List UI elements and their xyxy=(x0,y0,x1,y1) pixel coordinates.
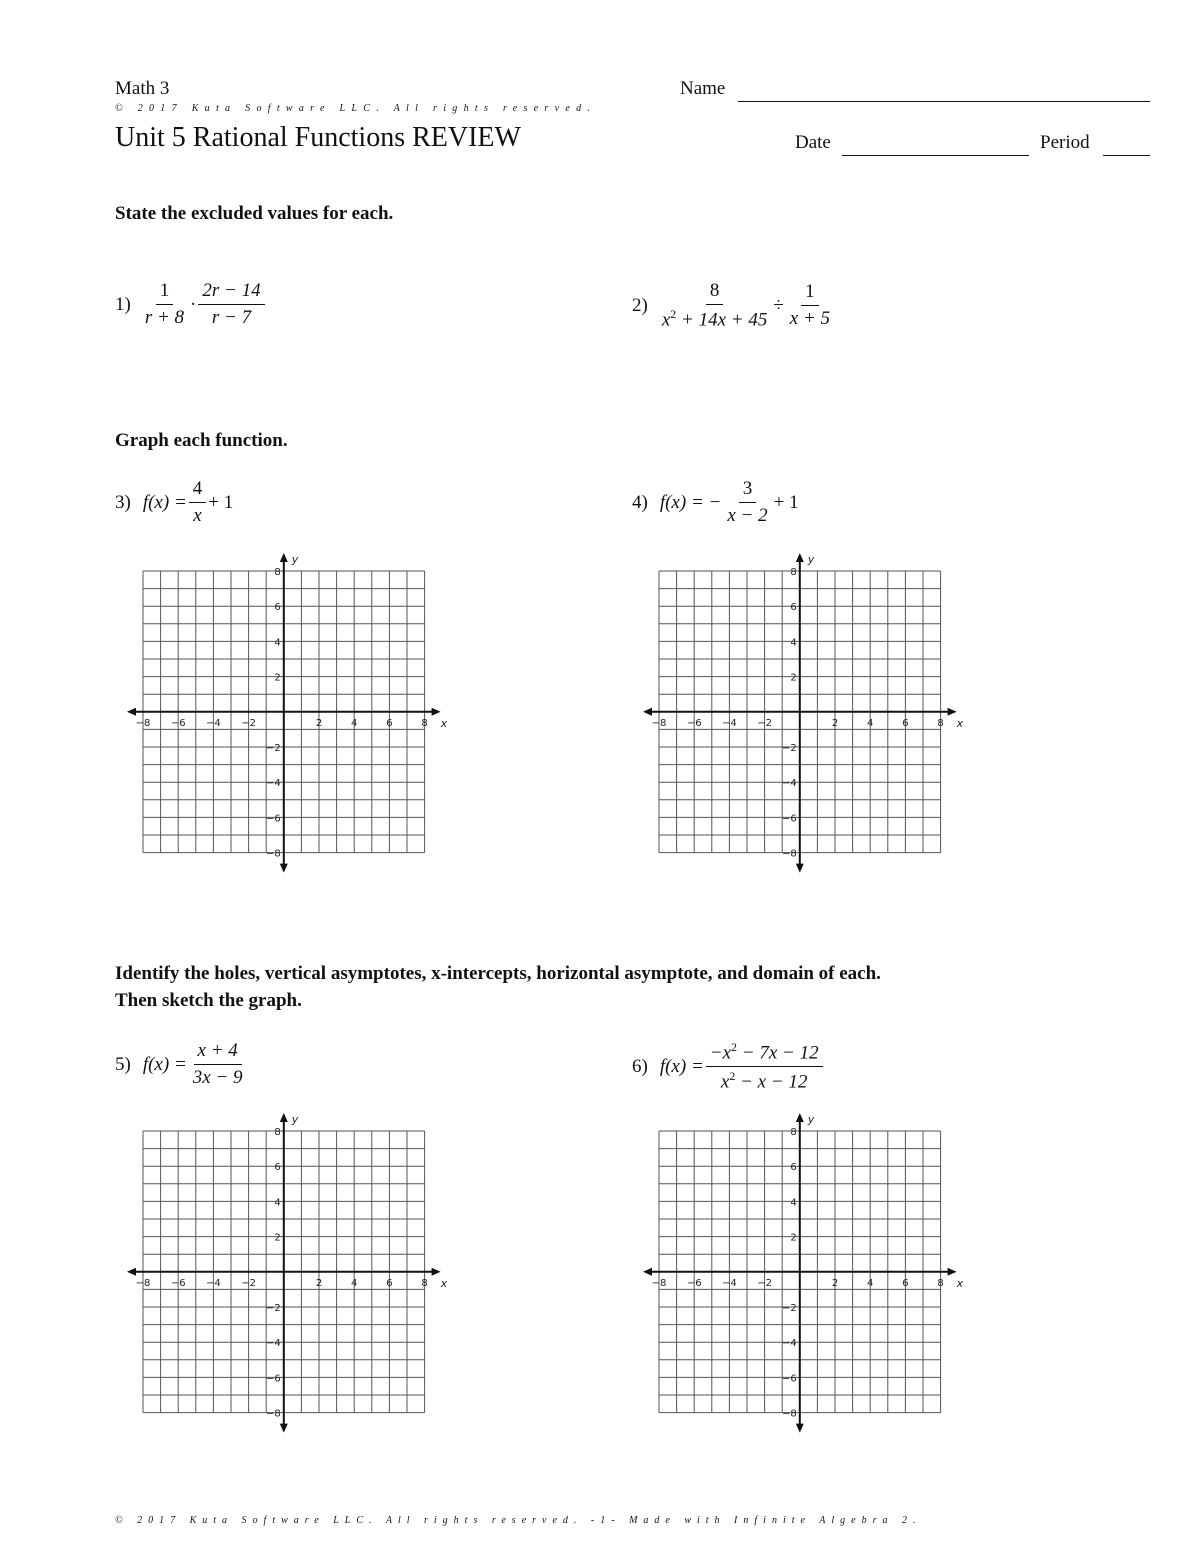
x-tick-label: −8 xyxy=(135,1277,151,1289)
y-tick-label: 2 xyxy=(790,1232,797,1244)
x-axis-label: x xyxy=(440,1276,448,1290)
arrow-right-icon xyxy=(432,708,441,716)
y-tick-label: −8 xyxy=(782,848,797,860)
x-axis-label: x xyxy=(956,1276,964,1290)
x-tick-label: −2 xyxy=(757,1277,772,1289)
instruction-identify: Identify the holes, vertical asymptotes, x-intercepts, horizontal asymptote, and domain of each. xyxy=(115,963,881,984)
coordinate-grid-6[interactable] xyxy=(636,1110,972,1440)
y-tick-label: −8 xyxy=(782,1408,797,1420)
problem-1: 1) $\frac{1}{r + 8}$ · $\frac{2r - 14}{r - 7}$ xyxy=(115,280,267,330)
y-tick-label: 2 xyxy=(274,672,281,684)
y-tick-label: 6 xyxy=(790,1162,797,1174)
y-tick-label: 2 xyxy=(274,1232,281,1244)
x-tick-label: 8 xyxy=(421,1277,428,1289)
y-tick-label: 6 xyxy=(790,602,797,614)
fraction: $\frac{3}{x - 2}$ xyxy=(727,478,768,526)
x-tick-label: 6 xyxy=(386,717,393,729)
y-tick-label: 8 xyxy=(790,567,797,578)
arrow-up-icon xyxy=(280,1113,288,1122)
x-tick-label: 2 xyxy=(831,1277,839,1289)
y-tick-label: 4 xyxy=(790,637,797,649)
x-axis-label: x xyxy=(440,716,448,730)
coordinate-grid-3[interactable] xyxy=(120,550,456,880)
problem-number: 4) xyxy=(632,491,648,513)
arrow-right-icon xyxy=(948,708,957,716)
x-tick-label: −4 xyxy=(206,1277,221,1289)
arrow-down-icon xyxy=(796,1424,804,1433)
x-tick-label: 6 xyxy=(902,717,909,729)
y-tick-label: −8 xyxy=(266,1408,281,1420)
arrow-right-icon xyxy=(432,1268,441,1276)
y-tick-label: −2 xyxy=(782,1303,797,1314)
problem-4: 4) f(x) = − $\frac{3}{x - 2}$ + 1 xyxy=(632,478,799,526)
instruction-sketch: Then sketch the graph. xyxy=(115,990,302,1011)
fraction: $\frac{2r - 14}{r - 7}$ xyxy=(198,280,264,330)
name-line[interactable] xyxy=(738,101,1150,102)
y-tick-label: 6 xyxy=(274,1162,281,1174)
arrow-down-icon xyxy=(280,1424,288,1433)
problem-2: 2) $\frac{8}{x^2 + 14x + 45}$ ÷ $\frac{1}{x + 5}$ xyxy=(632,280,836,332)
x-tick-label: −6 xyxy=(170,1277,186,1289)
fraction: $\frac{-x^2 - 7x - 12}{x^2 - x - 12}$ xyxy=(706,1040,823,1094)
x-tick-label: −2 xyxy=(241,717,256,729)
y-tick-label: 6 xyxy=(274,602,281,614)
arrow-left-icon xyxy=(643,708,652,716)
page-title: Unit 5 Rational Functions REVIEW xyxy=(115,122,521,153)
y-tick-label: 8 xyxy=(274,1127,281,1138)
problem-number: 5) xyxy=(115,1053,131,1075)
y-tick-label: −6 xyxy=(266,813,281,825)
problem-number: 2) xyxy=(632,294,648,316)
course-name: Math 3 xyxy=(115,78,170,99)
x-tick-label: −8 xyxy=(651,717,667,729)
y-axis-label: y xyxy=(291,553,299,566)
date-line[interactable] xyxy=(842,155,1029,156)
y-axis-label: y xyxy=(807,553,815,566)
fraction: $\frac{8}{x^2 + 14x + 45}$ xyxy=(661,280,768,331)
instruction-excluded: State the excluded values for each. xyxy=(115,203,394,224)
x-tick-label: −8 xyxy=(651,1277,667,1289)
x-tick-label: −6 xyxy=(170,717,186,729)
problem-6: 6) f(x) = $\frac{-x^2 - 7x - 12}{x^2 - x - 12}$ xyxy=(632,1040,825,1094)
problem-3: 3) f(x) = $\frac{4}{x}$ + 1 xyxy=(115,478,234,526)
y-tick-label: −2 xyxy=(266,743,281,754)
x-tick-label: −2 xyxy=(757,717,772,729)
y-tick-label: −6 xyxy=(782,1373,797,1385)
arrow-up-icon xyxy=(796,1113,804,1122)
y-tick-label: 4 xyxy=(274,1197,281,1209)
y-tick-label: −4 xyxy=(266,1338,281,1350)
footer-notice: © 2017 Kuta Software LLC. All rights reserved. -1- Made with Infinite Algebra 2. xyxy=(115,1515,922,1526)
y-axis-label: y xyxy=(807,1113,815,1126)
y-tick-label: −2 xyxy=(782,743,797,754)
x-tick-label: 8 xyxy=(421,717,428,729)
arrow-down-icon xyxy=(796,864,804,873)
y-tick-label: 8 xyxy=(274,567,281,578)
y-tick-label: 4 xyxy=(274,637,281,649)
problem-number: 1) xyxy=(115,293,131,315)
x-tick-label: −2 xyxy=(241,1277,256,1289)
copyright-notice: © 2017 Kuta Software LLC. All rights reserved. xyxy=(115,103,597,114)
x-tick-label: 4 xyxy=(867,1277,874,1289)
arrow-left-icon xyxy=(643,1268,652,1276)
fraction: $\frac{x + 4}{3x - 9}$ xyxy=(192,1040,243,1088)
period-label: Period xyxy=(1040,132,1090,153)
x-tick-label: 2 xyxy=(315,717,323,729)
x-tick-label: −4 xyxy=(722,1277,737,1289)
y-tick-label: −4 xyxy=(782,778,797,790)
instruction-graph: Graph each function. xyxy=(115,430,288,451)
x-tick-label: 4 xyxy=(351,1277,358,1289)
period-line[interactable] xyxy=(1103,155,1150,156)
x-axis-label: x xyxy=(956,716,964,730)
x-tick-label: −8 xyxy=(135,717,151,729)
y-tick-label: −4 xyxy=(782,1338,797,1350)
fraction: $\frac{1}{r + 8}$ xyxy=(144,280,185,328)
coordinate-grid-5[interactable] xyxy=(120,1110,456,1440)
x-tick-label: 2 xyxy=(831,717,839,729)
y-tick-label: 4 xyxy=(790,1197,797,1209)
y-tick-label: 2 xyxy=(790,672,797,684)
problem-number: 3) xyxy=(115,491,131,513)
y-axis-label: y xyxy=(291,1113,299,1126)
problem-number: 6) xyxy=(632,1056,648,1078)
y-tick-label: −8 xyxy=(266,848,281,860)
x-tick-label: −4 xyxy=(722,717,737,729)
x-tick-label: 4 xyxy=(867,717,874,729)
arrow-down-icon xyxy=(280,864,288,873)
y-tick-label: −4 xyxy=(266,778,281,790)
fraction: $\frac{4}{x}$ xyxy=(189,478,207,528)
x-tick-label: 6 xyxy=(902,1277,909,1289)
x-tick-label: 8 xyxy=(937,717,944,729)
x-tick-label: 6 xyxy=(386,1277,393,1289)
x-tick-label: 8 xyxy=(937,1277,944,1289)
arrow-up-icon xyxy=(280,553,288,562)
arrow-left-icon xyxy=(127,1268,136,1276)
x-tick-label: 2 xyxy=(315,1277,323,1289)
arrow-up-icon xyxy=(796,553,804,562)
y-tick-label: −2 xyxy=(266,1303,281,1314)
x-tick-label: −6 xyxy=(686,1277,702,1289)
x-tick-label: −4 xyxy=(206,717,221,729)
arrow-right-icon xyxy=(948,1268,957,1276)
problem-5: 5) f(x) = $\frac{x + 4}{3x - 9}$ xyxy=(115,1040,249,1090)
arrow-left-icon xyxy=(127,708,136,716)
name-label: Name xyxy=(680,78,726,99)
coordinate-grid-4[interactable] xyxy=(636,550,972,880)
date-label: Date xyxy=(795,132,831,153)
fraction: $\frac{1}{x + 5}$ xyxy=(789,281,831,329)
y-tick-label: 8 xyxy=(790,1127,797,1138)
y-tick-label: −6 xyxy=(782,813,797,825)
y-tick-label: −6 xyxy=(266,1373,281,1385)
x-tick-label: −6 xyxy=(686,717,702,729)
x-tick-label: 4 xyxy=(351,717,358,729)
